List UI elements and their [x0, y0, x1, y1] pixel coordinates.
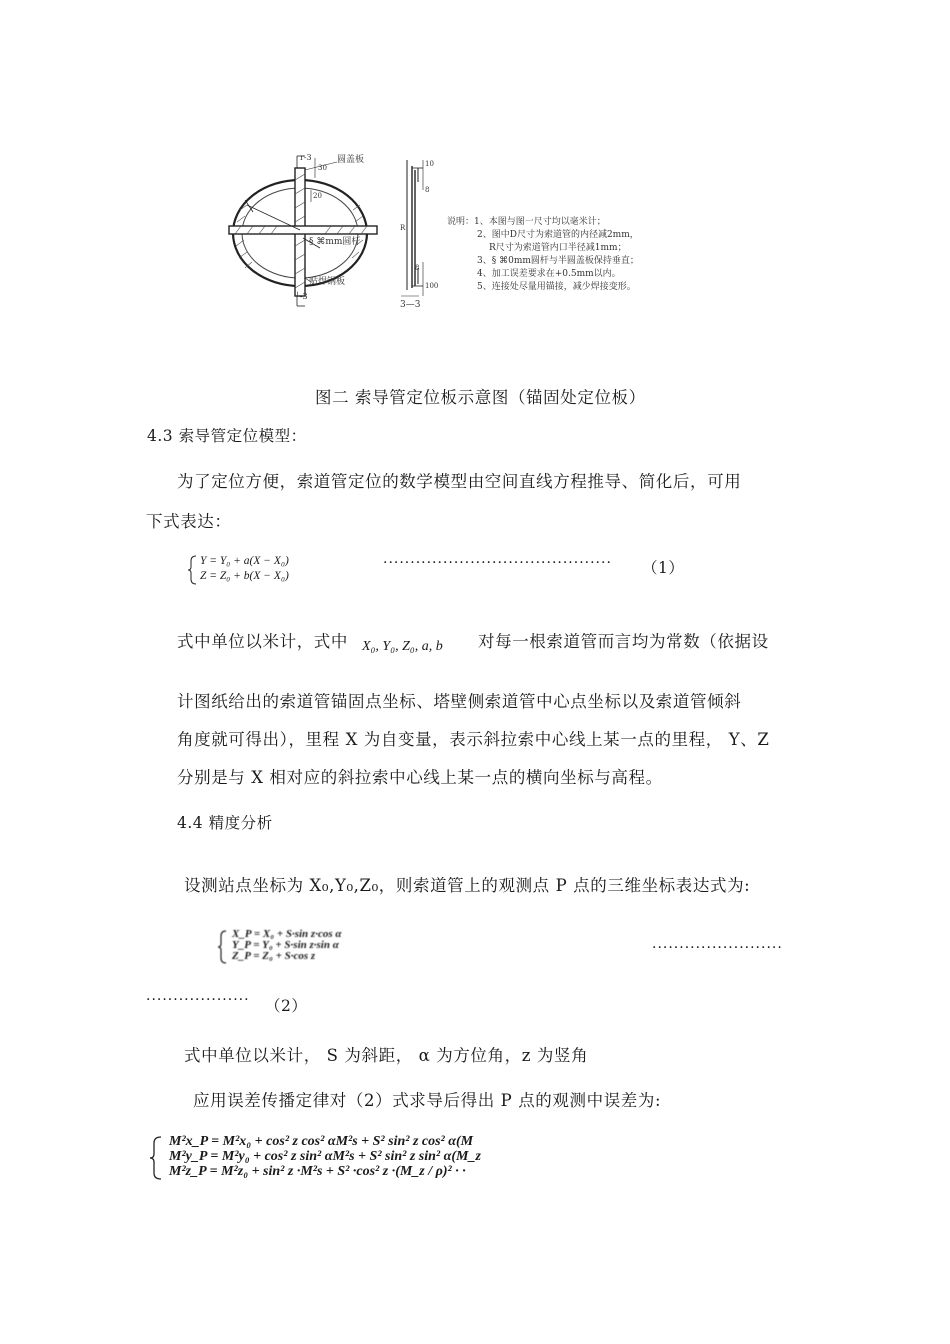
equation-3 [143, 1134, 950, 1184]
label-dim-20: 20 [313, 192, 322, 200]
section-heading-4-4: 4.4 精度分析 [177, 814, 273, 832]
label-rod: § ⌘mm圆杆 [309, 237, 361, 247]
paragraph-line: 下式表达： [146, 512, 232, 531]
paragraph-line: 式中单位以米计， S 为斜距， α 为方位角，z 为竖角 [184, 1046, 589, 1065]
figure-notes [447, 216, 639, 294]
brace-icon [149, 1136, 163, 1180]
label-side-r: R [400, 224, 406, 232]
equation-1-dots: ·········································· [383, 555, 612, 571]
horizontal-plate [229, 226, 377, 234]
inline-variables: X₀, Y₀, Z₀, a, b [362, 639, 443, 654]
paragraph-line: 式中单位以米计，式中 [177, 632, 348, 651]
equation-2-line-2: Y_P = Y₀ + S·sin z·sin α [232, 939, 339, 951]
equation-1-line-1: Y = Y₀ + a(X − X₀) [200, 555, 289, 567]
label-side-caption: 3—3 [400, 300, 421, 310]
equation-2-number: （2） [265, 997, 308, 1015]
figure-caption: 图二 索导管定位板示意图（锚固处定位板） [315, 388, 646, 407]
equation-2-dots-right: ························ [652, 940, 783, 956]
equation-3-line-3: M²z_P = M²z₀ + sin² z ·M²s + S² ·cos² z ·(M_z / ρ)² · · [169, 1164, 466, 1179]
paragraph-line: 分别是与 X 相对应的斜拉索中心线上某一点的横向坐标与高程。 [177, 768, 663, 787]
note-line: 4、加工误差要求在+0.5mm以内。 [477, 269, 621, 279]
equation-2-line-1: X_P = X₀ + S·sin z·cos α [232, 928, 342, 940]
note-line: R尺寸为索道管内口半径减1mm； [489, 243, 627, 253]
equation-2-line-3: Z_P = Z₀ + S·cos z [232, 950, 316, 962]
note-line: 2、图中D尺寸为索道管的内径减2mm， [477, 230, 639, 240]
paragraph-line: 设测站点坐标为 X₀,Y₀,Z₀，则索道管上的观测点 P 点的三维坐标表达式为: [184, 876, 751, 895]
label-top-section: r-3 [300, 153, 312, 162]
note-line: 5、连接处尽量用锚接，减少焊接变形。 [477, 282, 636, 292]
equation-1-line-2: Z = Z₀ + b(X − X₀) [200, 570, 289, 582]
note-line: 说明：1、本图与图一尺寸均以毫米计； [447, 217, 606, 227]
equation-3-line-2: M²y_P = M²y₀ + cos² z sin² αM²s + S² sin² z sin² α(M_z [169, 1149, 481, 1164]
label-side-8a: 8 [425, 186, 430, 194]
paragraph-line: 为了定位方便，索道管定位的数学模型由空间直线方程推导、简化后，可用 [177, 472, 742, 491]
equation-1-number: （1） [642, 559, 685, 577]
paragraph-line: 角度就可得出），里程 X 为自变量，表示斜拉索中心线上某一点的里程， Y、Z [177, 730, 770, 749]
paragraph-line: 对每一根索道管而言均为常数（依据设 [478, 632, 769, 651]
label-side-10: 10 [425, 160, 434, 168]
brace-icon [188, 555, 198, 585]
note-line: 3、§ ⌘0mm圆杆与半圆盖板保持垂直； [477, 256, 639, 266]
section-heading-4-3: 4.3 索导管定位模型： [147, 427, 307, 445]
paragraph-line: 计图纸给出的索道管锚固点坐标、塔壁侧索道管中心点坐标以及索道管倾斜 [177, 692, 742, 711]
label-bottom-section: └-3 [295, 292, 308, 301]
label-cover-plate: 圆盖板 [337, 155, 365, 165]
equation-3-line-1: M²x_P = M²x₀ + cos² z cos² αM²s + S² sin² z cos² α(M [169, 1134, 474, 1149]
brace-icon [218, 930, 228, 964]
paragraph-line: 应用误差传播定律对（2）式求导后得出 P 点的观测中误差为: [193, 1091, 662, 1110]
equation-2-dots-left: ··················· [146, 992, 250, 1008]
figure-positioning-plate [225, 150, 725, 320]
label-weld-plate: 贴焊钢板 [309, 277, 346, 287]
label-dim-30: 30 [318, 164, 327, 172]
label-side-100: 100 [425, 282, 439, 290]
label-side-8b: 8 [415, 264, 420, 272]
